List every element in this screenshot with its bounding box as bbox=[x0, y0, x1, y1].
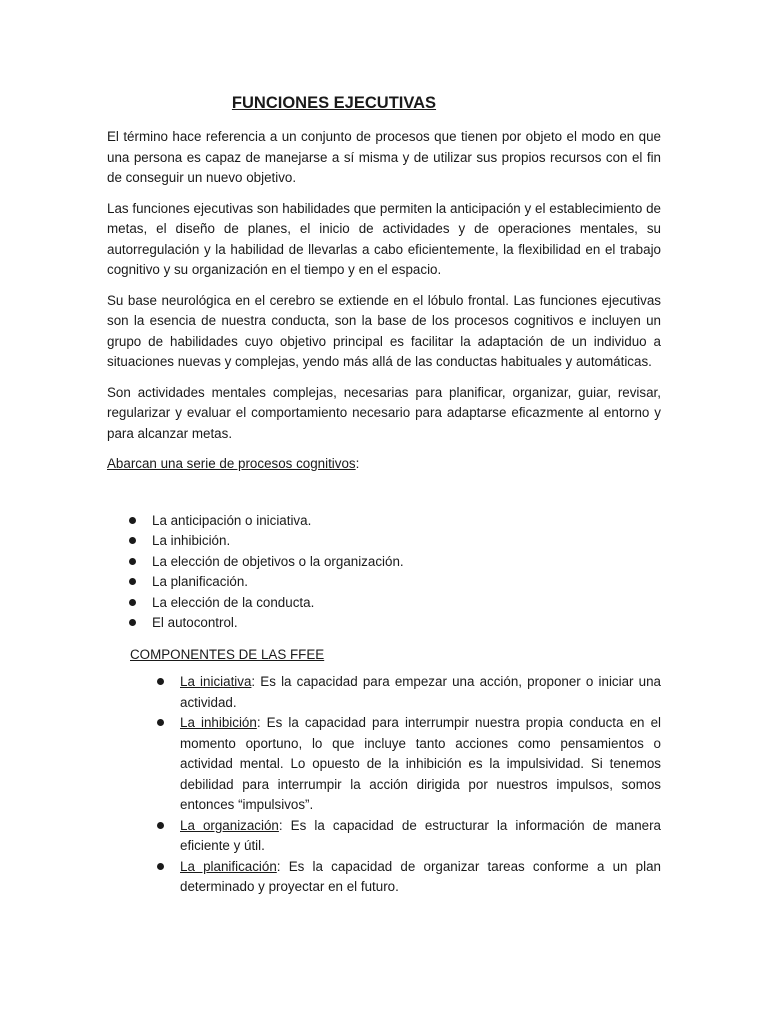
paragraph-definition: El término hace referencia a un conjunto de procesos que tienen por objeto el modo en que una persona es capaz de manejarse a sí misma y de utilizar sus propios recursos con el fin de conseguir un nuevo objetivo. bbox=[107, 129, 661, 185]
component-term: La iniciativa bbox=[180, 674, 252, 689]
component-item-iniciativa bbox=[157, 672, 661, 713]
components-list bbox=[107, 672, 661, 898]
component-definition: : Es la capacidad para interrumpir nuestra propia conducta en el momento oportuno, lo que incluye tanto acciones como pensamientos o actividad mental. Lo opuesto de la inhibición es la impulsividad. Si tenemos debilidad para interrumpir la acción dirigida por nuestros impulsos, somos entonces “impulsivos”. bbox=[180, 715, 661, 812]
list-item: La inhibición. bbox=[129, 531, 661, 552]
component-item-organizacion bbox=[157, 816, 661, 857]
components-heading: COMPONENTES DE LAS FFEE bbox=[130, 646, 325, 662]
list-item: El autocontrol. bbox=[129, 613, 661, 634]
paragraph-neurological-base: Su base neurológica en el cerebro se extiende en el lóbulo frontal. Las funciones ejecutivas son la esencia de nuestra conducta, son la base de los procesos cognitivos e incluyen un grupo de habilidades cuyo objetivo principal es facilitar la adaptación de un individuo a situaciones nuevas y complejas, yendo más allá de las conductas habituales y automáticas. bbox=[107, 292, 661, 369]
component-definition: : Es la capacidad de estructurar la información de manera eficiente y útil. bbox=[180, 817, 662, 853]
document-title: FUNCIONES EJECUTIVAS bbox=[231, 94, 437, 112]
component-term: La organización bbox=[180, 817, 279, 833]
processes-intro bbox=[107, 454, 661, 475]
list-item: La planificación. bbox=[129, 572, 661, 593]
paragraph-mental-activities: Son actividades mentales complejas, necesarias para planificar, organizar, guiar, revisar, regularizar y evaluar el comportamiento necesario para adaptarse eficazmente al entorno y para alcanzar metas. bbox=[107, 384, 661, 441]
processes-intro-text: Abarcan una serie de procesos cognitivos bbox=[107, 456, 356, 471]
component-item-planificacion bbox=[157, 857, 661, 898]
component-term: La inhibición bbox=[180, 715, 257, 730]
paragraph-skills: Las funciones ejecutivas son habilidades que permiten la anticipación y el establecimiento de metas, el diseño de planes, el inicio de actividades y de operaciones mentales, su autorregulación y la habilidad de llevarlas a cabo eficientemente, la flexibilidad en el trabajo cognitivo y su organización en el tiempo y en el espacio. bbox=[107, 200, 661, 277]
list-item: La elección de la conducta. bbox=[129, 593, 661, 614]
component-item-inhibicion bbox=[157, 713, 661, 816]
list-item: La elección de objetivos o la organización. bbox=[129, 552, 661, 573]
list-item: La anticipación o iniciativa. bbox=[129, 511, 661, 532]
component-definition: : Es la capacidad de organizar tareas conforme a un plan determinado y proyectar en el futuro. bbox=[180, 858, 662, 894]
processes-intro-colon: : bbox=[355, 456, 360, 471]
component-term: La planificación bbox=[180, 858, 277, 874]
component-definition: : Es la capacidad para empezar una acción, proponer o iniciar una actividad. bbox=[180, 674, 661, 710]
processes-list bbox=[107, 511, 661, 634]
